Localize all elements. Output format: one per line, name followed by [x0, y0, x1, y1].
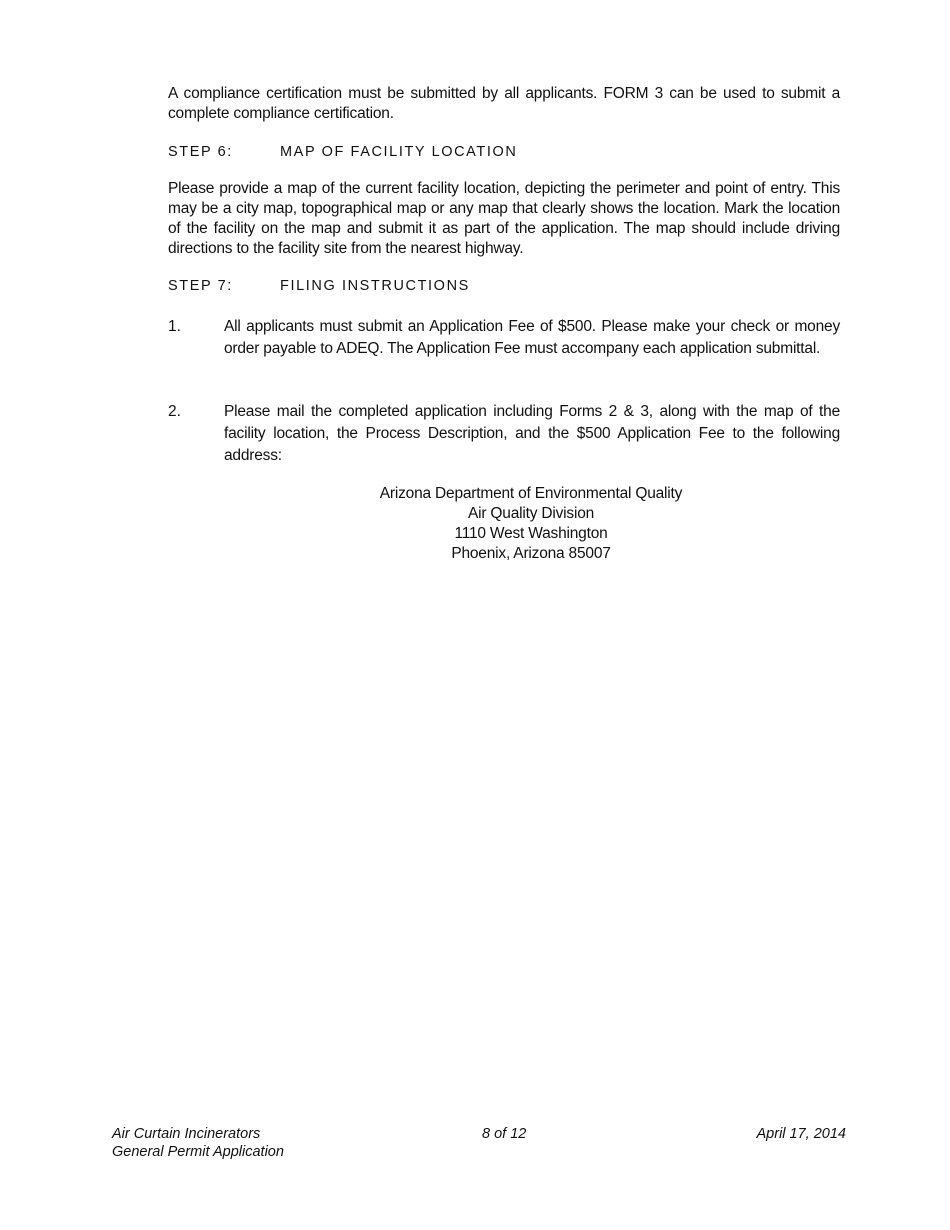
list-item-number: 2. — [168, 403, 181, 420]
footer-date: April 17, 2014 — [756, 1126, 846, 1142]
compliance-paragraph: A compliance certification must be submitted by all applicants. FORM 3 can be used to submit a complete compliance certification. — [168, 85, 840, 122]
footer-document-title — [112, 1125, 284, 1161]
step-6-heading — [168, 142, 840, 162]
list-item-text: Please mail the completed application including Forms 2 & 3, along with the map of the facility location, the Process Description, and the $500 Application Fee to the following address: — [224, 403, 840, 464]
address-line-city: Phoenix, Arizona 85007 — [451, 545, 611, 562]
map-instructions-paragraph: Please provide a map of the current facility location, depicting the perimeter and point of entry. This may be a city map, topographical map or any map that clearly shows the location. Mark the location of the facility on the map and submit it as part of the application. The map should include driving directions to the facility site from the nearest highway. — [168, 180, 840, 257]
list-item-text: All applicants must submit an Application Fee of $500. Please make your check or money order payable to ADEQ. The Application Fee must accompany each application submittal. — [224, 318, 840, 357]
step-7-title: FILING INSTRUCTIONS — [280, 278, 470, 294]
step-6-label: STEP 6: — [168, 144, 233, 160]
list-item-mailing — [168, 401, 840, 467]
step-6-title: MAP OF FACILITY LOCATION — [280, 144, 518, 160]
list-item-number: 1. — [168, 318, 181, 335]
footer-page-number: 8 of 12 — [482, 1126, 527, 1142]
footer-title-line-1: Air Curtain Incinerators — [112, 1126, 261, 1142]
footer-title-line-2: General Permit Application — [112, 1144, 284, 1160]
address-line-division: Air Quality Division — [467, 505, 595, 522]
step-7-label: STEP 7: — [168, 278, 233, 294]
mailing-address — [168, 484, 894, 564]
list-item-application-fee — [168, 316, 840, 360]
address-line-agency: Arizona Department of Environmental Quality — [379, 485, 683, 502]
address-line-street: 1110 West Washington — [454, 525, 608, 542]
step-7-heading — [168, 276, 840, 296]
